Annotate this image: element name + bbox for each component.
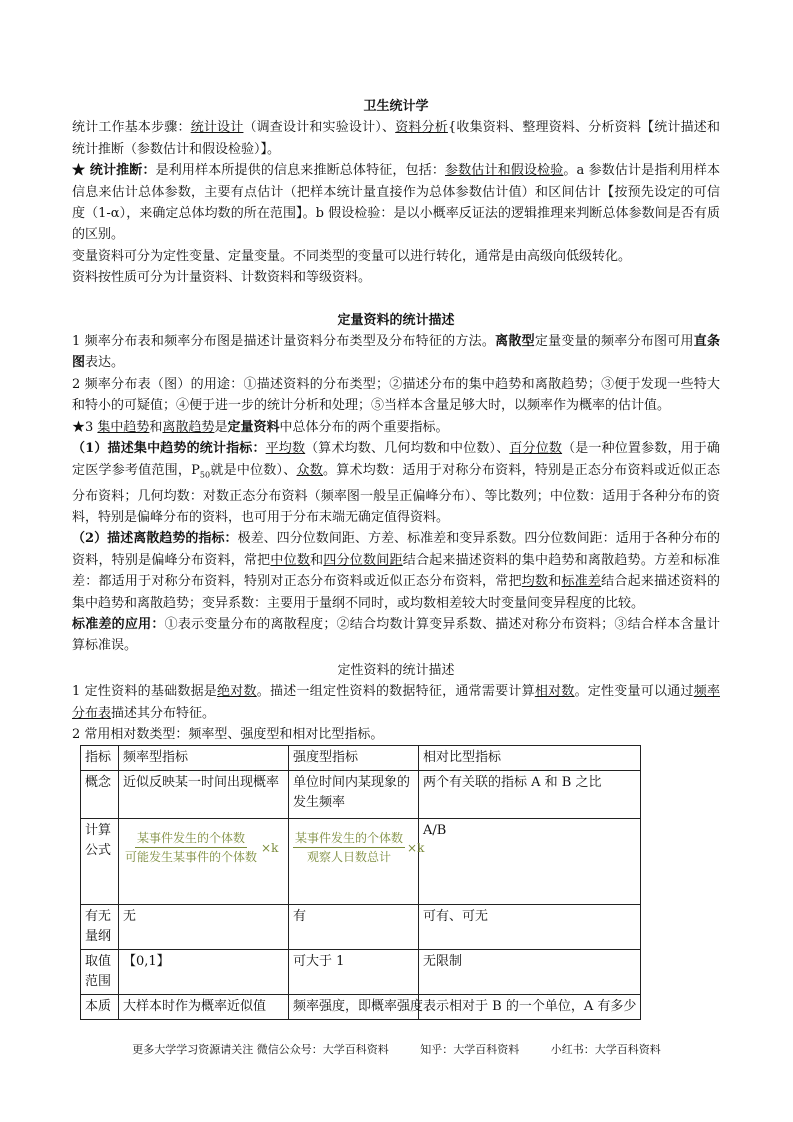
term-median: 中位数 <box>270 552 311 568</box>
c2-label: （2）描述离散趋势的指标： <box>72 531 238 547</box>
document-page <box>72 96 720 1020</box>
table-row-dimension <box>81 905 641 950</box>
row-label: 概念 <box>81 771 119 819</box>
table-cell: 【0,1】 <box>119 950 289 995</box>
table-cell: 表示相对于 B 的一个单位，A 有多少 <box>419 995 641 1020</box>
inference-detail: 。a 参数估计是指利用样本信息来估计总体参数，主要有点估计（把样本统计量直接作为总体参数估计值）和区间估计【按预先设定的可信度（1-α），来确定总体均数的所在范围】。b 假设检验：是以小概率反证法的逻辑推理来判断总体参数间是否有质的区别。 <box>72 163 720 243</box>
footer-wechat: 更多大学学习资源请关注 微信公众号：大学百科资料 <box>132 1043 389 1056</box>
sd-text: ①表示变量分布的离散程度；②结合均数计算变异系数、描述对称分布资料；③结合样本含量计算标准误。 <box>72 616 720 654</box>
table-cell: 两个有关联的指标 A 和 B 之比 <box>419 771 641 819</box>
c1-label: （1）描述集中趋势的统计指标： <box>72 441 266 457</box>
term-freq-table: 频率分布表 <box>72 684 720 721</box>
quant-p3-a: ★3 <box>72 419 98 435</box>
intro-nature: 资料按性质可分为计量资料、计数资料和等级资料。 <box>72 270 372 286</box>
qual-p1-t2: 。描述一组定性资料的数据特征，通常需要计算 <box>256 684 535 700</box>
quant-p3-b: 和 <box>149 419 163 435</box>
formula-k: ×k <box>407 840 425 855</box>
table-cell: 无限制 <box>419 950 641 995</box>
quant-p3-bold: 定量资料 <box>227 419 280 435</box>
step-design-note: （调查设计和实验设计）、 <box>243 120 396 136</box>
term-absolute: 绝对数 <box>217 684 257 700</box>
term-percentile: 百分位数 <box>509 441 563 457</box>
qual-p1 <box>72 681 720 724</box>
c2-t3: 结合起来描述资料的集中趋势和离散趋势。方差和标准差：都适用于对称分布资料，特别对正态分布资料或近似正态分布资料，常把 <box>72 552 720 590</box>
c1-t4: 。算术均数：适用于对称分布资料，特别是正态分布资料或近似正态分布资料；几何均数：对数正态分布资料（频率图一般呈正偏峰分布）、等比数列；中位数：适用于各种分布的资料，特别是偏峰分布的资料，也可用于分布末端无确定值得资料。 <box>72 462 720 525</box>
quant-p1-bold1: 离散型 <box>495 334 535 350</box>
steps-prefix: 统计工作基本步骤： <box>72 120 191 136</box>
term-dispersion: 离散趋势 <box>162 419 215 435</box>
c1-t2: （是一种位置参数，用于确定医学参考值范围，P <box>72 441 720 478</box>
quant-p1-bold2: 直条图 <box>72 334 720 371</box>
term-mode: 众数 <box>296 462 324 478</box>
table-cell: 单位时间内某现象的发生频率 <box>289 771 419 819</box>
page-title: 卫生统计学 <box>363 99 429 114</box>
sd-application <box>72 614 720 657</box>
page-footer <box>0 1041 793 1057</box>
term-central-tendency: 集中趋势 <box>97 419 150 435</box>
section-title-quant: 定量资料的统计描述 <box>337 312 455 328</box>
table-cell: 无 <box>119 905 289 950</box>
relative-number-table <box>80 745 641 1020</box>
sd-label: 标准差的应用： <box>72 616 165 632</box>
step-analysis: 资料分析 <box>395 120 448 136</box>
table-row-essence <box>81 995 641 1020</box>
qual-p1-t4: 描述其分布特征。 <box>111 705 216 721</box>
table-row-concept <box>81 771 641 819</box>
intro-steps <box>72 117 720 160</box>
header-cell: 指标 <box>81 746 119 771</box>
quant-p2: 2 频率分布表（图）的用途：①描述资料的分布类型；②描述分布的集中趋势和离散趋势；③便于发现一些特大和特小的可疑值；④便于进一步的统计分析和处理；⑤当样本含量足够大时，以频率作为概率的估计值。 <box>72 376 720 414</box>
table-row-range <box>81 950 641 995</box>
term-mean: 平均数 <box>265 441 306 457</box>
intro-variable: 变量资料可分为定性变量、定量变量。不同类型的变量可以进行转化，通常是由高级向低级转化。 <box>72 248 632 264</box>
header-cell: 强度型指标 <box>289 746 419 771</box>
table-cell: 有 <box>289 905 419 950</box>
qual-p2: 2 常用相对数类型：频率型、强度型和相对比型指标。 <box>72 726 384 742</box>
c1-t1: （算术均数、几何均数和中位数）、 <box>305 441 510 457</box>
term-relative: 相对数 <box>534 684 575 700</box>
footer-xiaohongshu: 小红书：大学百科资料 <box>550 1043 661 1056</box>
row-label: 取值范围 <box>81 950 119 995</box>
formula-numerator: 某事件发生的个体数 <box>135 829 247 848</box>
inference-label: ★ 统计推断： <box>72 163 156 179</box>
c2-t1: 极差、四分位数间距、方差、标准差和变异系数。四分位数间距：适用于各种分布的资料，特别是偏峰分布资料，常把 <box>72 531 720 568</box>
table-cell: 大样本时作为概率近似值 <box>119 995 289 1020</box>
formula-frequency <box>123 829 278 866</box>
table-cell: 频率强度，即概率强度 <box>289 995 419 1020</box>
quant-p3 <box>72 417 720 438</box>
table-cell: 可有、可无 <box>419 905 641 950</box>
table-cell: 可大于 1 <box>289 950 419 995</box>
step-analysis-note: {收集资料、整理资料、分析资料【统计描述和统计推断（参数估计和假设检验）】。 <box>72 120 720 157</box>
formula-denominator: 观察人日数总计 <box>307 850 392 865</box>
c1-sub: 50 <box>199 470 211 480</box>
term-sd: 标准差 <box>561 574 602 590</box>
c2-t4: 和 <box>548 574 562 590</box>
term-iqr: 四分位数间距 <box>323 552 403 568</box>
term-mean-2: 均数 <box>521 574 549 590</box>
table-row-formula <box>81 819 641 905</box>
row-label: 计算公式 <box>81 819 119 905</box>
table-header-row <box>81 746 641 771</box>
header-cell: 频率型指标 <box>119 746 289 771</box>
formula-denominator: 可能发生某事件的个体数 <box>125 850 258 865</box>
c1-t3: 就是中位数）、 <box>210 462 297 478</box>
formula-numerator: 某事件发生的个体数 <box>293 829 405 848</box>
inference-text: 是利用样本所提供的信息来推断总体特征，包括： <box>155 163 445 179</box>
c2-t2: 和 <box>310 552 324 568</box>
formula-intensity <box>293 829 424 866</box>
row-label: 本质 <box>81 995 119 1020</box>
quant-p3-d: 中总体分布的两个重要指标。 <box>279 419 449 435</box>
intro-inference <box>72 160 720 246</box>
formula-cell-frequency <box>119 819 289 905</box>
quant-p1-text2: 定量变量的频率分布图可用 <box>534 334 694 350</box>
section-title-qual: 定性资料的统计描述 <box>337 662 455 678</box>
quant-p1 <box>72 331 720 374</box>
inference-terms: 参数估计和假设检验 <box>445 163 564 179</box>
row-label: 有无量纲 <box>81 905 119 950</box>
step-design: 统计设计 <box>190 120 244 136</box>
header-cell: 相对比型指标 <box>419 746 641 771</box>
footer-zhihu: 知乎：大学百科资料 <box>420 1043 520 1056</box>
table-cell: A/B <box>419 819 641 905</box>
quant-p1-text3: 表达。 <box>85 355 125 371</box>
c2-t5: 结合起来描述资料的集中趋势和离散趋势；变异系数：主要用于量纲不同时，或均数相差较大时变量间变异程度的比较。 <box>72 574 720 611</box>
dispersion-paragraph <box>72 528 720 614</box>
formula-cell-intensity <box>289 819 425 905</box>
central-tendency-paragraph <box>72 438 720 528</box>
table-cell: 近似反映某一时间出现概率 <box>119 771 289 819</box>
quant-p3-c: 是 <box>214 419 228 435</box>
formula-k: ×k <box>261 840 279 855</box>
qual-p1-t3: 。定性变量可以通过 <box>574 684 694 700</box>
qual-p1-t1: 1 定性资料的基础数据是 <box>72 684 218 700</box>
quant-p1-text: 1 频率分布表和频率分布图是描述计量资料分布类型及分布特征的方法。 <box>72 334 496 350</box>
